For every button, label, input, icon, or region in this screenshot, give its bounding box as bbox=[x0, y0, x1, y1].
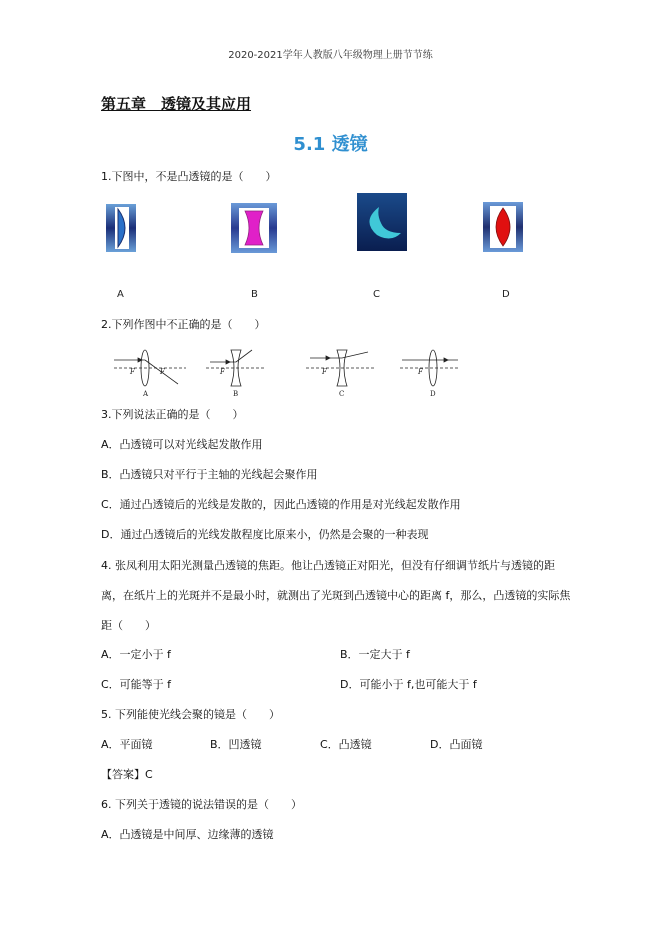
ray-diagram-c bbox=[306, 350, 376, 386]
q4-option-c: C．可能等于 f bbox=[101, 678, 172, 691]
ray-diagram-a-label: A bbox=[143, 390, 149, 398]
q1-option-a-label: A bbox=[117, 289, 124, 300]
q5-option-c: C．凸透镜 bbox=[320, 738, 372, 751]
q5-option-a: A．平面镜 bbox=[101, 738, 153, 751]
q3-option-b: B．凸透镜只对平行于主轴的光线起会聚作用 bbox=[101, 468, 318, 481]
q4-option-b: B．一定大于 f bbox=[340, 648, 410, 661]
q3-option-c: C．通过凸透镜后的光线是发散的，因此凸透镜的作用是对光线起发散作用 bbox=[101, 498, 461, 511]
q4-stem: 4. 张凤利用太阳光测量凸透镜的焦距。他让凸透镜正对阳光，但没有仔细调节纸片与透镜的距离，在纸片上的光斑并不是最小时，就测出了光斑到凸透镜中心的距离 f，那么，凸透镜的实际焦距（ ） bbox=[101, 559, 571, 632]
q1-option-b-label: B bbox=[251, 289, 258, 300]
q3-option-a: A．凸透镜可以对光线起发散作用 bbox=[101, 438, 263, 451]
meniscus-lens-icon bbox=[357, 193, 407, 251]
ray-diagram-a bbox=[114, 350, 186, 386]
q5-option-b: B．凹透镜 bbox=[210, 738, 262, 751]
lens-image-a bbox=[106, 204, 136, 252]
plano-convex-lens-icon bbox=[106, 204, 136, 252]
q3-stem: 3.下列说法正确的是（ ） bbox=[101, 408, 244, 421]
q3-option-d: D．通过凸透镜后的光线发散程度比原来小，仍然是会聚的一种表现 bbox=[101, 528, 429, 541]
ray-diagram-b bbox=[206, 350, 266, 386]
q4-option-d: D．可能小于 f,也可能大于 f bbox=[340, 678, 477, 691]
q1-option-d-label: D bbox=[502, 289, 510, 300]
q5-stem: 5. 下列能使光线会聚的镜是（ ） bbox=[101, 708, 280, 721]
ray-diagram-c-focus: F bbox=[322, 368, 327, 376]
q6-option-a: A．凸透镜是中间厚、边缘薄的透镜 bbox=[101, 828, 274, 841]
ray-diagram-a-focus-left: F bbox=[130, 368, 135, 376]
q1-stem: 1.下图中，不是凸透镜的是（ ） bbox=[101, 170, 277, 183]
ray-diagram-d-label: D bbox=[430, 390, 436, 398]
page-header: 2020-2021学年人教版八年级物理上册节节练 bbox=[228, 50, 433, 61]
ray-diagram-d bbox=[400, 350, 460, 386]
q2-stem: 2.下列作图中不正确的是（ ） bbox=[101, 318, 266, 331]
ray-diagram-b-focus: F bbox=[220, 368, 225, 376]
q2-ray-diagrams bbox=[100, 344, 460, 400]
q5-answer: 【答案】C bbox=[101, 768, 153, 781]
ray-diagram-d-focus: F bbox=[418, 368, 423, 376]
biconvex-lens-icon bbox=[483, 202, 523, 252]
q6-stem: 6. 下列关于透镜的说法错误的是（ ） bbox=[101, 798, 302, 811]
lens-image-d bbox=[483, 202, 523, 252]
q5-option-d: D．凸面镜 bbox=[430, 738, 483, 751]
section-title: 5.1 透镜 bbox=[293, 134, 368, 155]
q1-option-c-label: C bbox=[373, 289, 380, 300]
lens-image-c bbox=[357, 193, 407, 251]
ray-diagram-a-focus-right: F bbox=[160, 368, 165, 376]
ray-diagram-b-label: B bbox=[233, 390, 239, 398]
chapter-title: 第五章 透镜及其应用 bbox=[101, 95, 252, 113]
ray-diagram-c-label: C bbox=[339, 390, 345, 398]
lens-image-b bbox=[231, 203, 277, 253]
concave-lens-icon bbox=[231, 203, 277, 253]
q4-option-a: A．一定小于 f bbox=[101, 648, 171, 661]
